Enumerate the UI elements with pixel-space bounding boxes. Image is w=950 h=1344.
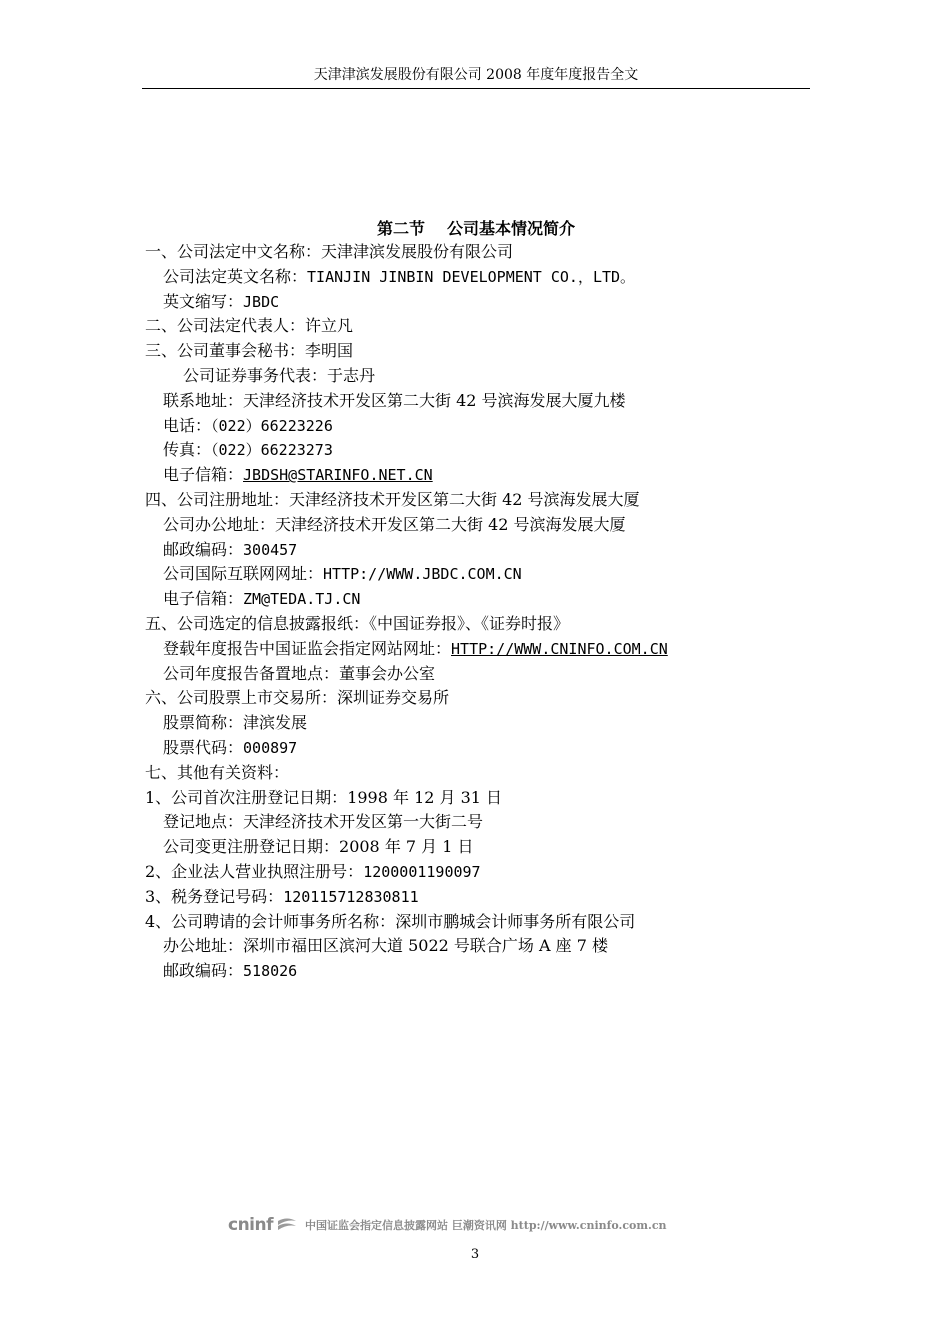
info-line bbox=[145, 513, 805, 538]
info-line bbox=[145, 761, 805, 786]
info-label: 3、税务登记号码： bbox=[145, 886, 284, 906]
info-line bbox=[145, 637, 805, 662]
info-value: 于志丹 bbox=[327, 365, 376, 385]
page-number: 3 bbox=[470, 1247, 480, 1262]
info-line bbox=[145, 835, 805, 860]
page-footer bbox=[228, 1213, 718, 1237]
info-label: 登记地点： bbox=[163, 812, 244, 832]
info-line bbox=[145, 612, 805, 637]
info-line bbox=[145, 389, 805, 414]
info-label: 三、公司董事会秘书： bbox=[145, 341, 306, 361]
info-line bbox=[145, 885, 805, 910]
info-value: 天津经济技术开发区第二大街 42 号滨海发展大厦九楼 bbox=[243, 390, 626, 410]
info-line bbox=[145, 314, 805, 339]
info-value: HTTP://WWW.JBDC.COM.CN bbox=[323, 565, 522, 584]
page-header: 天津津滨发展股份有限公司 2008 年度年度报告全文 bbox=[313, 67, 639, 83]
info-label: 2、企业法人营业执照注册号： bbox=[145, 861, 364, 881]
info-label: 1、公司首次注册登记日期： bbox=[145, 787, 348, 807]
info-value: 李明国 bbox=[305, 341, 354, 361]
info-line bbox=[145, 711, 805, 736]
info-label: 邮政编码： bbox=[163, 961, 244, 981]
info-label: 4、公司聘请的会计师事务所名称： bbox=[145, 911, 396, 931]
info-line bbox=[145, 339, 805, 364]
info-label: 七、其他有关资料： bbox=[145, 762, 290, 782]
info-label: 二、公司法定代表人： bbox=[145, 316, 306, 336]
info-line bbox=[145, 488, 805, 513]
info-value: 天津经济技术开发区第二大街 42 号滨海发展大厦 bbox=[289, 489, 640, 509]
info-value: 深圳市福田区滨河大道 5022 号联合广场 A 座 7 楼 bbox=[243, 936, 608, 956]
cninfo-logo-text: cninf bbox=[228, 1215, 274, 1235]
info-line bbox=[145, 240, 805, 265]
info-line bbox=[145, 364, 805, 389]
info-line bbox=[145, 538, 805, 563]
info-label: 办公地址： bbox=[163, 936, 244, 956]
info-line bbox=[145, 463, 805, 488]
info-label: 公司年度报告备置地点： bbox=[163, 663, 340, 683]
info-label: 英文缩写： bbox=[163, 291, 244, 311]
info-label: 传真： bbox=[163, 440, 212, 460]
info-label: 电话： bbox=[163, 415, 212, 435]
info-label: 五、公司选定的信息披露报纸： bbox=[145, 613, 370, 633]
info-line bbox=[145, 934, 805, 959]
info-line bbox=[145, 959, 805, 984]
info-label: 股票简称： bbox=[163, 713, 244, 733]
info-value: （022）66223226 bbox=[211, 416, 333, 435]
info-line bbox=[145, 786, 805, 811]
info-value: 天津津滨发展股份有限公司 bbox=[321, 242, 514, 261]
info-label: 邮政编码： bbox=[163, 539, 244, 559]
info-label: 电子信箱： bbox=[163, 589, 244, 609]
info-label: 公司变更注册登记日期： bbox=[163, 837, 340, 857]
info-label: 公司证券事务代表： bbox=[183, 365, 328, 385]
cninfo-swirl-icon bbox=[275, 1216, 299, 1234]
info-value: 300457 bbox=[243, 540, 298, 559]
info-value: 许立凡 bbox=[305, 316, 354, 336]
company-info-list bbox=[145, 240, 805, 984]
info-line bbox=[145, 686, 805, 711]
info-line bbox=[145, 810, 805, 835]
info-value: 董事会办公室 bbox=[339, 663, 436, 683]
info-value: 518026 bbox=[243, 962, 298, 981]
info-label: 电子信箱： bbox=[163, 465, 244, 485]
info-value: 深圳市鹏城会计师事务所有限公司 bbox=[395, 911, 636, 931]
info-label: 公司法定英文名称： bbox=[163, 266, 308, 286]
info-label: 公司办公地址： bbox=[163, 514, 276, 534]
header-divider bbox=[142, 88, 810, 89]
info-label: 四、公司注册地址： bbox=[145, 489, 290, 509]
info-line bbox=[145, 860, 805, 885]
info-line bbox=[145, 662, 805, 687]
info-value: 天津经济技术开发区第二大街 42 号滨海发展大厦 bbox=[275, 514, 626, 534]
info-label: 一、公司法定中文名称： bbox=[145, 242, 322, 261]
info-value: TIANJIN JINBIN DEVELOPMENT CO.，LTD。 bbox=[307, 267, 636, 286]
info-value: （022）66223273 bbox=[211, 441, 333, 460]
info-value: 2008 年 7 月 1 日 bbox=[339, 837, 474, 857]
info-value: 深圳证券交易所 bbox=[337, 688, 450, 708]
info-value: 天津经济技术开发区第一大街二号 bbox=[243, 812, 484, 832]
info-value: 120115712830811 bbox=[283, 887, 419, 906]
info-label: 登载年度报告中国证监会指定网站网址： bbox=[163, 638, 452, 658]
info-value: ZM@TEDA.TJ.CN bbox=[243, 590, 361, 609]
footer-text: 中国证监会指定信息披露网站 巨潮资讯网 http://www.cninfo.com.cn bbox=[305, 1219, 667, 1232]
info-link[interactable]: HTTP://WWW.CNINFO.COM.CN bbox=[451, 639, 668, 658]
info-label: 公司国际互联网网址： bbox=[163, 564, 324, 584]
info-value: 《中国证券报》、《证券时报》 bbox=[369, 613, 570, 633]
section-number: 第二节 bbox=[376, 219, 425, 238]
info-line bbox=[145, 587, 805, 612]
info-line bbox=[145, 736, 805, 761]
info-value: 1998 年 12 月 31 日 bbox=[347, 787, 503, 807]
info-line bbox=[145, 290, 805, 315]
info-label: 股票代码： bbox=[163, 737, 244, 757]
info-label: 联系地址： bbox=[163, 390, 244, 410]
info-line bbox=[145, 414, 805, 439]
info-value: 1200001190097 bbox=[363, 862, 481, 881]
info-line bbox=[145, 562, 805, 587]
info-label: 六、公司股票上市交易所： bbox=[145, 688, 338, 708]
section-title bbox=[142, 216, 810, 239]
info-line bbox=[145, 438, 805, 463]
info-line bbox=[145, 910, 805, 935]
info-line bbox=[145, 265, 805, 290]
info-link[interactable]: JBDSH@STARINFO.NET.CN bbox=[243, 466, 433, 485]
section-heading: 公司基本情况简介 bbox=[447, 219, 576, 238]
info-value: 津滨发展 bbox=[243, 713, 308, 733]
info-value: 000897 bbox=[243, 738, 298, 757]
info-value: JBDC bbox=[243, 292, 280, 311]
